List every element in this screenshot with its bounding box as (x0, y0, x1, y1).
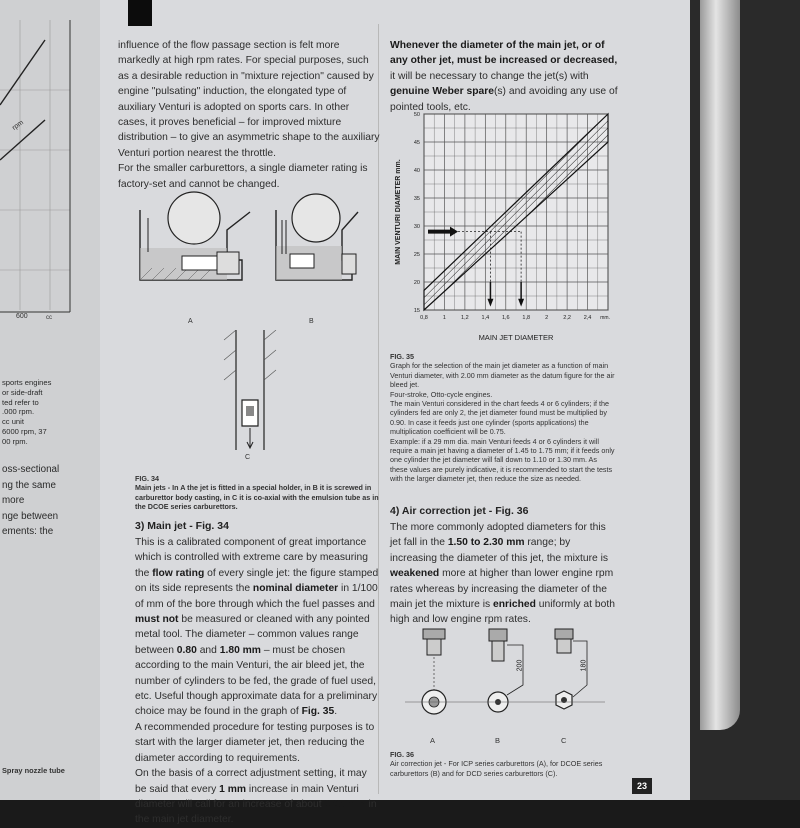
emphasis-text: flow rating (152, 567, 205, 579)
x-tick-label: 2 (545, 315, 549, 321)
body-text: increase in main Venturi diameter will call for an increase of about (135, 783, 359, 810)
emphasis-text: weakened (390, 568, 440, 580)
fig34-label-c: C (245, 454, 251, 461)
body-text: in 1/100 of mm of the bore through which the fuel passes and (135, 583, 378, 610)
rpm-label: rpm (11, 119, 25, 132)
main-jet-body-2: A recommended procedure for testing purposes is to start with the larger diameter jet, then reducing the diameter according to requirements. (135, 721, 375, 764)
y-tick-label: 15 (413, 308, 420, 314)
emphasis-text: genuine Weber spare (390, 86, 494, 98)
blurb-line: 00 rpm. (2, 436, 28, 446)
fig35-caption-block (390, 352, 616, 484)
y-tick-label: 20 (413, 280, 420, 286)
body-text: uniformly at both high and low engine rpm rates. (390, 599, 615, 626)
fig36-label-c: C (561, 736, 567, 745)
fig36-caption-block (390, 750, 618, 778)
fig35-caption-line: Graph for the selection of the main jet diameter as a function of main Venturi diameter, with 2.00 mm diameter as the datum figure for the air bleed jet. (390, 361, 615, 390)
x-tick-label: 1,2 (461, 315, 469, 321)
fig35-chart (388, 100, 620, 348)
blurb-line: ted refer to (2, 397, 39, 407)
x-axis-label: MAIN JET DIAMETER (478, 333, 554, 342)
x-unit-label: mm. (600, 315, 610, 321)
fig36-dim-b: 200 (516, 659, 524, 672)
x-tick-label: 2,2 (563, 315, 571, 321)
main-jet-body-3 (135, 766, 380, 828)
column-left (118, 38, 380, 192)
para-line: oss-sectional (2, 464, 60, 475)
para-line: nge between (2, 510, 59, 522)
y-axis-label: MAIN VENTURI DIAMETER mm. (395, 159, 402, 265)
thumb-tab-marker (128, 0, 152, 26)
fig34-top-drawings (132, 190, 362, 330)
binder-ring (700, 0, 740, 730)
blurb-line: cc unit (2, 417, 24, 427)
body-text: be measured or cleaned with any pointed metal tool. The diameter – common values range between (135, 614, 370, 656)
blurb-line: or side-draft (2, 387, 43, 397)
body-text: of every single jet: the figure stamped on its side represents the (135, 567, 379, 595)
emphasis-text: must not (135, 614, 179, 626)
blurb-line: sports engines (2, 378, 52, 387)
tick-cc: cc (46, 315, 52, 321)
body-text: The more commonly adopted diameters for this jet fall in the (390, 522, 606, 549)
main-jet-section (135, 520, 380, 828)
left-facing-page (0, 0, 100, 800)
fig34-label-b: B (309, 318, 314, 325)
fig34-label-a: A (188, 318, 193, 325)
fig35-title: FIG. 35 (390, 352, 414, 361)
intro-paragraph: influence of the flow passage section is felt more markedly at high rpm rates. For special purposes, such as a desirable reduction in "mixture rejection" caused by engine "pulsating" induction, the elongated type of auxiliary Venturi is adopted on sports cars. In other cases, it proves beneficial – for improved mixture distribution – to give an asymmetric shape to the auxiliary Venturi portion nearest the throttle. (118, 40, 380, 159)
body-text: – must be chosen according to the main Venturi, the air bleed jet, the number of cylinders to be fed, the grade of fuel used, etc. Useful though approximate data for a preliminary choice may be found in the graph of (135, 644, 378, 718)
y-tick-label: 45 (413, 140, 420, 146)
fig36-title: FIG. 36 (390, 750, 414, 759)
emphasis-text: nominal diameter (252, 583, 339, 595)
page-number: 23 (632, 778, 652, 794)
y-tick-label: 30 (413, 224, 420, 230)
left-paragraph (2, 462, 97, 540)
y-tick-label: 50 (413, 112, 420, 118)
x-tick-label: 0,8 (420, 315, 428, 321)
blurb-line: .000 rpm. (2, 407, 35, 417)
body-text: in the main jet diameter. (135, 798, 377, 826)
fig34-drawing-a (140, 192, 250, 280)
fig34-caption: Main jets - In A the jet is fitted in a special holder, in B it is screwed in carburettor body casting, in C it is co-axial with the emulsion tube as in the DCOE series carburettors. (135, 483, 379, 512)
fig36-label-a: A (430, 736, 436, 745)
fig36-dim-c: 180 (580, 659, 588, 672)
main-jet-body (135, 535, 380, 720)
emphasis-text: 1.50 to 2.30 mm (447, 537, 525, 549)
left-blurb (2, 378, 97, 447)
x-tick-label: 2,4 (583, 315, 592, 321)
left-footer: Spray nozzle tube (2, 766, 65, 775)
fig34-title: FIG. 34 (135, 474, 159, 483)
body-text: range; by increasing the diameter of this jet, the mixture is (390, 537, 609, 564)
body-text: . (334, 706, 338, 718)
fig36-jet-a (422, 629, 446, 714)
x-tick-label: 1 (442, 315, 446, 321)
x-tick-label: 1,4 (481, 315, 490, 321)
body-text: (s) and avoiding any use of pointed tools, etc. (390, 86, 618, 113)
para-line: more (2, 495, 25, 506)
fig36-label-b: B (495, 736, 501, 745)
emphasis-text: 1.80 mm (219, 644, 261, 656)
emphasis-text: 1 mm (219, 783, 247, 795)
fig35-caption-line: Example: if a 29 mm dia. main Venturi feeds 4 or 6 cylinders it will require a main jet having a diameter of 1.45 to 1.75 mm; if it feeds only one cylinder the jet diameter will fall down to 1.10 or 1.30 mm. As these values are purely indicative, it is recommended to start the tests with the larger diameter jet, then reduce the size as needed. (390, 436, 615, 484)
intro-paragraph-2: For the smaller carburettors, a single diameter rating is factory-set and cannot be changed. (118, 163, 368, 190)
blurb-line: 6000 rpm, 37 (2, 426, 47, 436)
body-text: it will be necessary to change the jet(s) with (390, 70, 589, 82)
emphasis-text: 0.80 (176, 644, 197, 656)
emphasis-text: Whenever the diameter of the main jet, or of any other jet, must be increased or decreased, (390, 40, 618, 67)
body-text: This is a calibrated component of great importance which is controlled with extreme care by measuring the (135, 537, 368, 579)
x-tick-label: 1,6 (501, 315, 510, 321)
y-tick-label: 35 (413, 196, 420, 202)
fig34-drawing-b (276, 194, 358, 280)
main-jet-heading: 3) Main jet - Fig. 34 (135, 520, 229, 532)
para-line: ements: the (2, 526, 54, 537)
body-text: more at higher than lower engine rpm rates whereas by increasing the diameter of the main jet the mixture is (390, 568, 614, 611)
para-line: ng the same (2, 479, 56, 491)
left-chart-fragment (0, 20, 100, 330)
air-correction-section (390, 505, 618, 628)
y-tick-label: 25 (413, 252, 420, 258)
emphasis-text: enriched (493, 599, 536, 611)
x-tick-label: 1,8 (522, 315, 531, 321)
emphasis-text: 0.05 mm (324, 798, 366, 810)
fig34-caption-block (135, 474, 380, 512)
emphasis-text: Fig. 35 (301, 706, 335, 718)
fig35-caption-line: The main Venturi considered in the chart feeds 4 or 6 cylinders; if the cylinders fed are only 2, the jet diameter found must be multiplied by 0.90. In case it feeds just one cylinder (sports applications) the multiplication coefficient will be 0.75. (390, 399, 609, 437)
fig36-drawings (395, 615, 615, 740)
body-text: and (196, 644, 220, 656)
fig35-caption-line: Four-stroke, Otto-cycle engines. (390, 389, 493, 399)
fig36-caption: Air correction jet - For ICP series carburettors (A), for DCOE series carburettors (B) and for DCD series carburettors (C). (390, 759, 603, 778)
body-text: On the basis of a correct adjustment setting, it may be said that every (135, 768, 367, 795)
air-correction-body (390, 520, 618, 628)
tick-600: 600 (16, 313, 28, 320)
air-correction-heading: 4) Air correction jet - Fig. 36 (390, 505, 529, 517)
y-tick-label: 40 (413, 168, 420, 174)
fig34-drawing-c (220, 330, 280, 452)
